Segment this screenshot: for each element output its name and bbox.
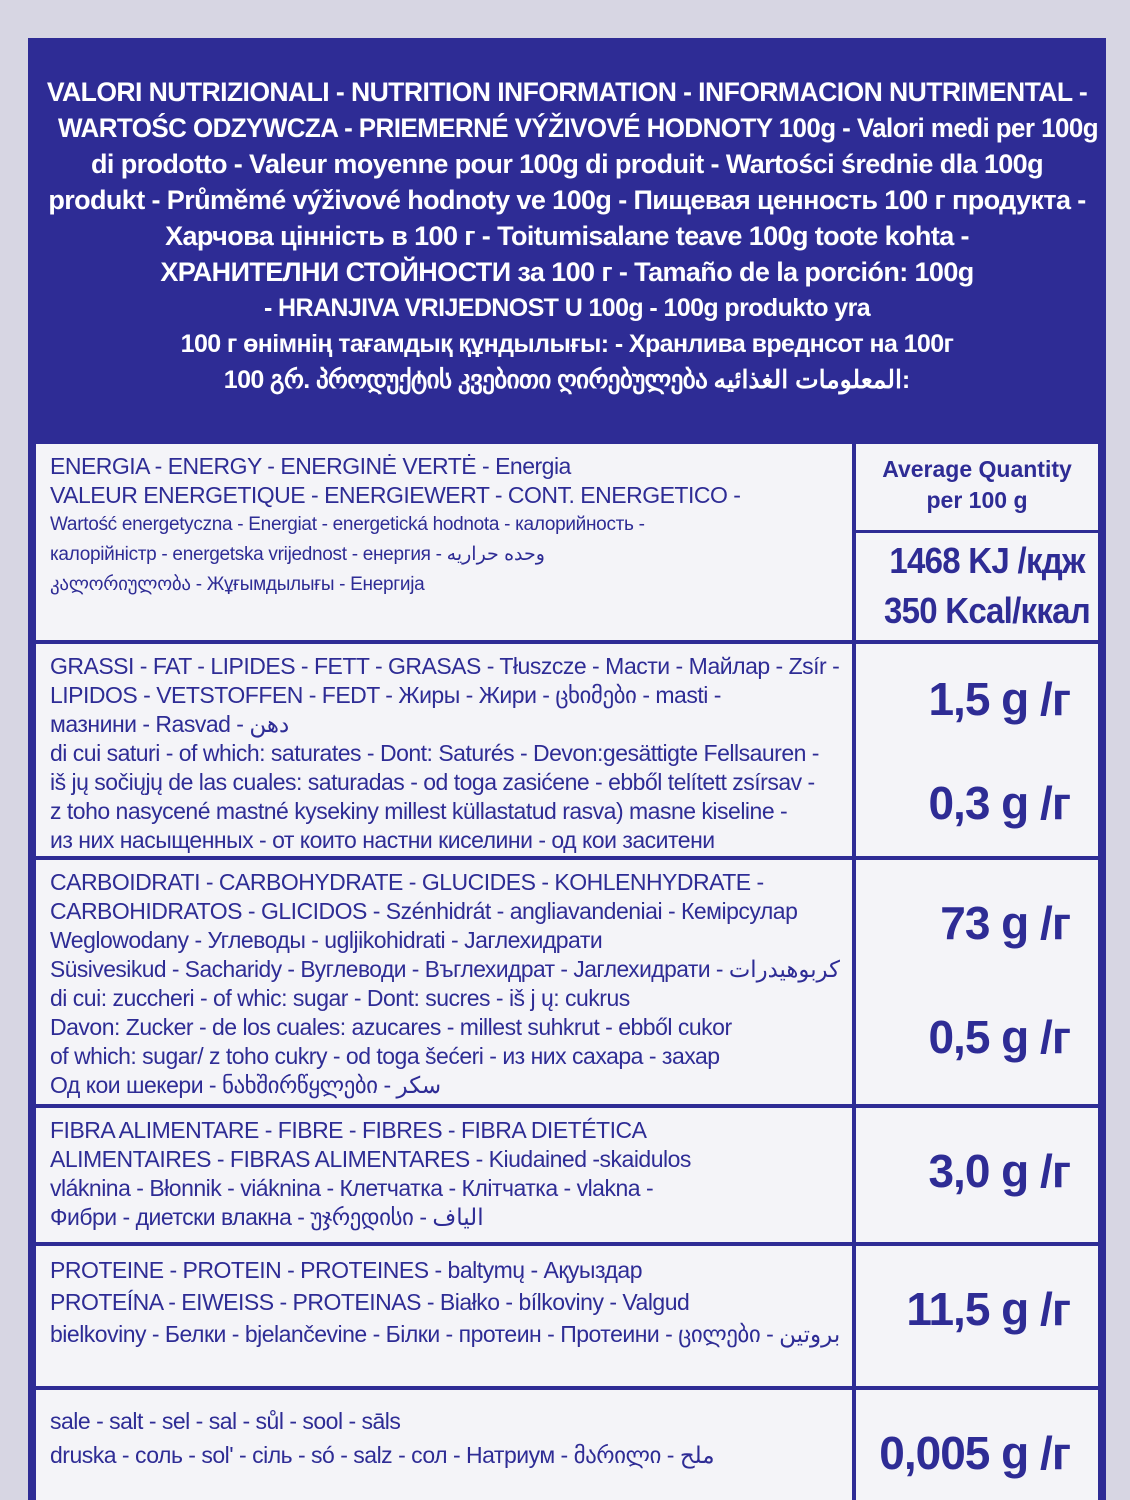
energy-values [856,444,1098,640]
header-line: WARTOŚC ODZYWCZA - PRIEMERNÉ VÝŽIVOVÉ HODNOTY 100g - Valori medi per 100g [58,113,1098,143]
carbohydrate-label-line: Süsivesikud - Sacharidy - Вуглеводи - Въглехидрат - Јаглехидрати - كربوهيدرات [50,956,840,982]
protein-row [36,1246,1098,1386]
carbohydrate-label-line: Davon: Zucker - de los cuales: azucares - millest suhkrut - ebből cukor [50,1014,732,1040]
energy-label-line: Wartość energetyczna - Energiat - energetická hodnota - калорийность - [50,514,645,535]
label-frame [28,38,1106,1500]
fibre-label-line: Фибри - диетски влакна - უჯრედისი - الياف [50,1204,484,1230]
fat-values [856,644,1098,856]
fat-label-line: LIPIDOS - VETSTOFFEN - FEDT - Жиры - Жири - ცხიმები - masti - [50,682,721,708]
fibre-labels [36,1108,852,1242]
header-title-block [38,50,1096,470]
salt-labels [36,1390,852,1500]
protein-labels [36,1246,852,1386]
carbohydrate-label-line: CARBOHIDRATOS - GLICIDOS - Szénhidrát - angliavandeniai - Кемірсулар [50,898,798,924]
protein-label-line: PROTEINE - PROTEIN - PROTEINES - baltymų - Ақуыздар [50,1257,642,1283]
carbohydrate-label-line: Од кои шекери - ნახშირწყლები - سكر [50,1072,442,1098]
carbohydrate-value: 73 g /г [940,897,1070,949]
header-line: Харчова цінність в 100 г - Toitumisalane teave 100g toote kohta - [165,221,969,251]
fibre-label-line: FIBRA ALIMENTARE - FIBRE - FIBRES - FIBRA DIETÉTICA [50,1117,647,1143]
fat-label-line: iš jų sočiųjų de las cuales: saturadas - od toga zasićene - ebből telített zsírsav - [50,769,815,795]
header-line: ХРАНИТЕЛНИ СТОЙНОСТИ за 100 г - Tamaño de la porción: 100g [160,257,974,287]
energy-divider [856,530,1098,533]
fat-row [36,644,1098,856]
energy-label-line: კალორიულობა - Жұғымдылығы - Енергија [50,574,425,595]
carbohydrate-label-line: Weglowodany - Углеводы - ugljikohidrati - Јаглехидрати [50,927,603,953]
salt-values [856,1390,1098,1500]
fat-labels [36,644,852,856]
salt-label-line: druska - соль - sol' - сіль - só - salz - сол - Натриум - მარილი - ملح [50,1442,715,1468]
header-line: di prodotto - Valeur moyenne pour 100g di produit - Wartości średnie dla 100g [91,149,1043,179]
energy-label-line: ENERGIA - ENERGY - ENERGINĖ VERTĖ - Energia [50,453,571,479]
carbohydrate-label-line: di cui: zuccheri - of whic: sugar - Dont: sucres - iš j ų: cukrus [50,985,630,1011]
protein-label-line: bielkoviny - Белки - bjelančevine - Білки - протеин - Протеини - ცილები - بروتين [50,1321,841,1347]
header-line: 100 გრ. პროდუქტის კვებითი ღირებულება المعلومات الغذائيه: [223,366,911,394]
fibre-values [856,1108,1098,1242]
energy-label-line: калорійністр - energetska vrijednost - енергия - وحده حراريه [50,544,545,565]
protein-values [856,1246,1098,1386]
fat-label-line: z toho nasycené mastné kysekiny millest küllastatud rasva) masne kiseline - [50,798,788,824]
energy-row [36,444,1098,640]
carbohydrate-label-line: CARBOIDRATI - CARBOHYDRATE - GLUCIDES - KOHLENHYDRATE - [50,869,764,895]
protein-value: 11,5 g /г [906,1283,1070,1335]
fibre-label-line: vláknina - Błonnik - viáknina - Клетчатка - Клітчатка - vlakna - [50,1175,654,1201]
average-quantity-heading [856,454,1098,516]
fibre-value: 3,0 g /г [928,1145,1070,1197]
header-line: produkt - Průměmé výživové hodnoty ve 100g - Пищевая ценность 100 г продукта - [48,185,1086,215]
header-line: - HRANJIVA VRIJEDNOST U 100g - 100g produkto yra [263,294,871,322]
fibre-row [36,1108,1098,1242]
carbohydrate-values [856,860,1098,1104]
average-quantity-line: Average Quantity [882,456,1072,482]
fat-label-line: di cui saturi - of which: saturates - Dont: Saturés - Devon:gesättigte Fellsauren - [50,740,819,766]
saturates-value: 0,3 g /г [928,777,1070,829]
salt-label-line: sale - salt - sel - sal - sůl - sool - sāls [50,1408,401,1434]
energy-label-line: VALEUR ENERGETIQUE - ENERGIEWERT - CONT. ENERGETICO - [50,482,741,508]
sugar-value: 0,5 g /г [928,1011,1070,1063]
header-line: 100 г өнімнің тағамдық құндылығы: - Хранлива вреднсот на 100г [180,330,954,358]
carbohydrate-row [36,860,1098,1104]
fat-label-line: мазнини - Rasvad - دهن [50,711,290,737]
protein-label-line: PROTEÍNA - EIWEISS - PROTEINAS - Białko - bílkoviny - Valgud [50,1289,690,1315]
carbohydrate-labels [36,860,852,1104]
energy-kj-value: 1468 KJ /кдж [889,540,1085,581]
energy-labels [36,444,852,640]
salt-value: 0,005 g /г [879,1427,1070,1479]
fat-label-line: из них насыщенных - от които настни киселини - од кои заситени [50,827,715,853]
energy-kcal-value: 350 Kcal/ккал [883,590,1091,631]
fibre-label-line: ALIMENTAIRES - FIBRAS ALIMENTARES - Kiudained -skaidulos [50,1146,691,1172]
fat-value: 1,5 g /г [928,673,1070,725]
nutrition-table [36,440,1098,1500]
carbohydrate-label-line: of which: sugar/ z toho cukry - od toga šećeri - из них сахара - захар [50,1043,720,1069]
fat-label-line: GRASSI - FAT - LIPIDES - FETT - GRASAS - Tłuszcze - Масти - Майлар - Zsír - [50,653,840,679]
header-line: VALORI NUTRIZIONALI - NUTRITION INFORMATION - INFORMACION NUTRIMENTAL - [46,77,1088,107]
average-quantity-line: per 100 g [926,487,1028,513]
salt-row [36,1390,1098,1500]
